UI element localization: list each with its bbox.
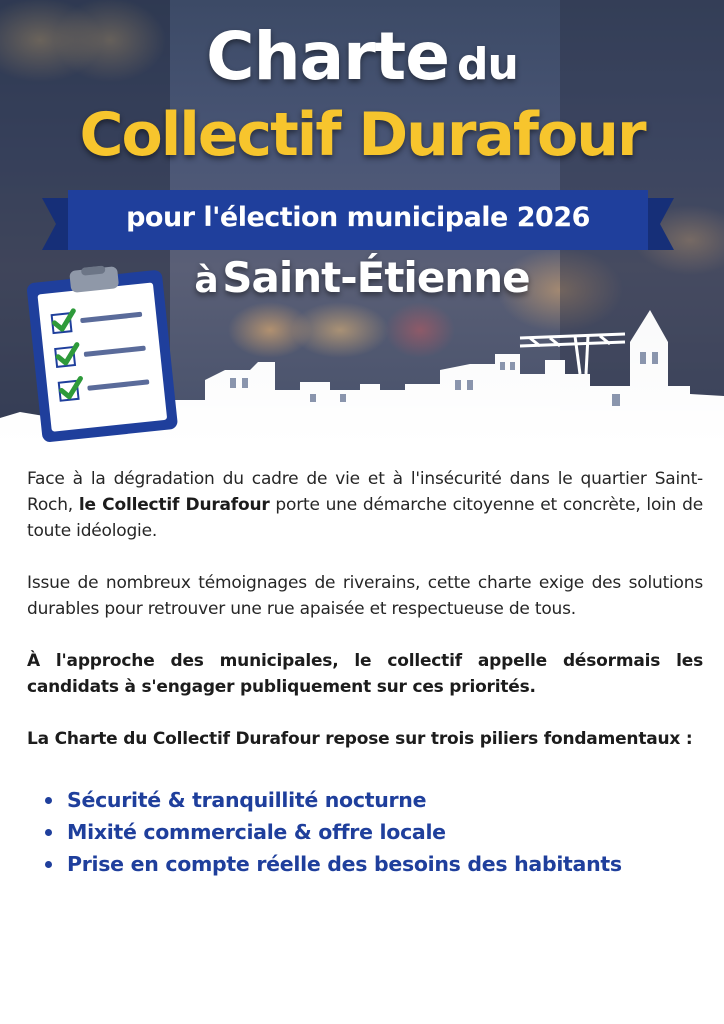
ribbon-banner <box>68 190 648 250</box>
banner-text: pour l'élection municipale 2026 <box>126 202 590 233</box>
hero-banner <box>0 0 724 446</box>
pillars-list <box>27 784 703 880</box>
list-item: Mixité commerciale & offre locale <box>45 816 703 848</box>
bullet-icon <box>45 797 52 804</box>
bullet-icon <box>45 861 52 868</box>
pillars-intro-paragraph: La Charte du Collectif Durafour repose sur trois piliers fondamentaux : <box>27 729 693 749</box>
clipboard-checklist-icon <box>19 259 187 446</box>
title-city: à Saint-Étienne <box>194 253 530 302</box>
testimonials-paragraph: Issue de nombreux témoignages de riverains, cette charte exige des solutions durables pour retrouver une rue apaisée et respectueuse de tous. <box>27 573 703 619</box>
charter-body <box>27 466 703 880</box>
title-charte: Charte du <box>206 18 518 95</box>
bullet-icon <box>45 829 52 836</box>
call-to-candidates-paragraph: À l'approche des municipales, le collectif appelle désormais les candidats à s'engager publiquement sur ces priorités. <box>27 651 703 697</box>
intro-paragraph: Face à la dégradation du cadre de vie et à l'insécurité dans le quartier Saint-Roch, le Collectif Durafour porte une démarche citoyenne et concrète, loin de toute idéologie. <box>27 469 703 541</box>
title-collectif: Collectif Durafour <box>79 100 645 170</box>
list-item: Prise en compte réelle des besoins des habitants <box>45 848 703 880</box>
list-item: Sécurité & tranquillité nocturne <box>45 784 703 816</box>
